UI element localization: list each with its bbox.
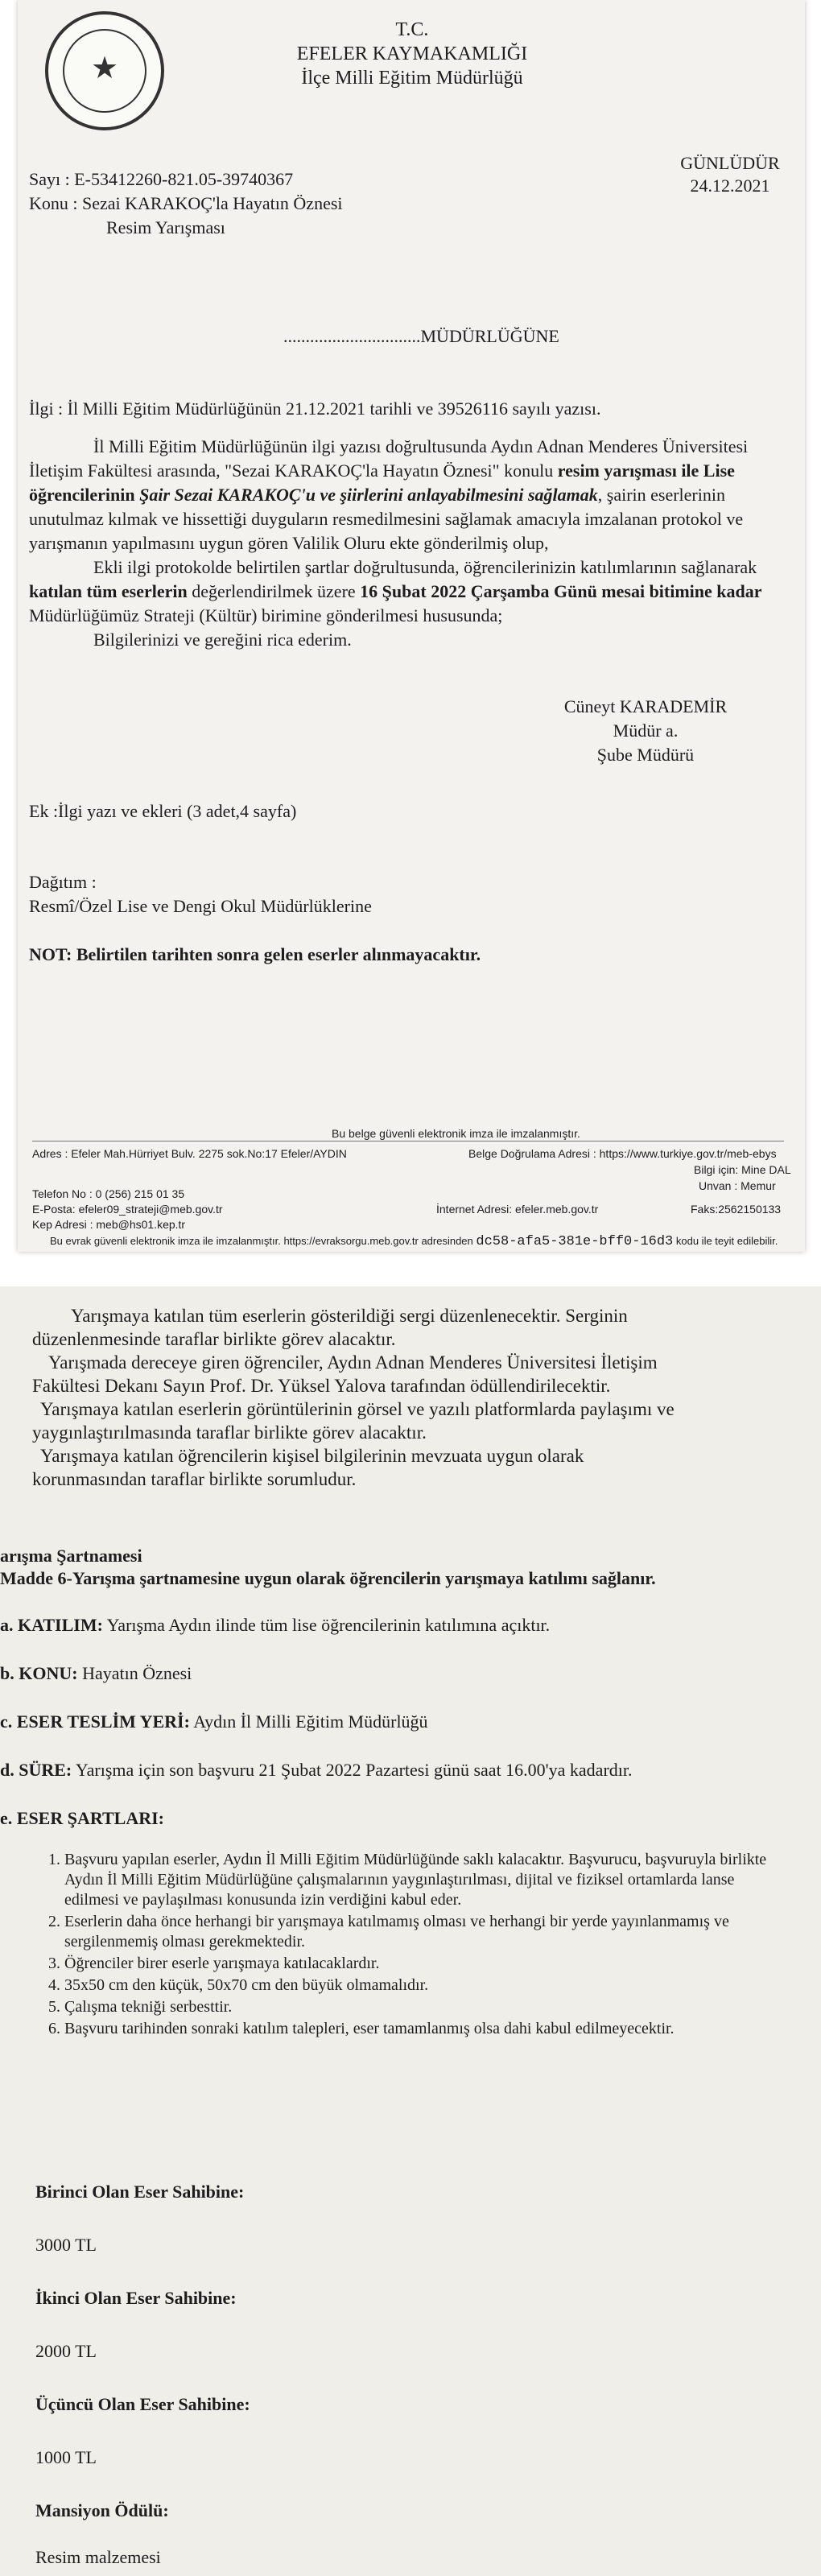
madde-6-line: Madde 6-Yarışma şartnamesine uygun olarak öğrencilerin yarışmaya katılımı sağlanır. — [0, 1568, 656, 1588]
header-tc: T.C. — [395, 19, 429, 40]
clause-label: a. KATILIM: — [0, 1615, 103, 1635]
body-line — [29, 459, 802, 483]
list-item: 4. 35x50 cm den küçük, 50x70 cm den büyük olmamalıdır. — [64, 1975, 773, 1996]
requirements-list — [32, 1850, 773, 2041]
prize-1-label: Birinci Olan Eser Sahibine: — [35, 2182, 245, 2202]
document-date: 24.12.2021 — [690, 175, 770, 196]
specification-page — [0, 1286, 821, 2576]
list-item: 3. Öğrenciler birer eserle yarışmaya katılacaklardır. — [64, 1954, 773, 1974]
prize-3-value: 1000 TL — [35, 2447, 97, 2467]
seal-inner-ring — [63, 29, 146, 113]
body-text: , şairin eserlerinin — [597, 485, 725, 505]
konu-line-2: Resim Yarışması — [106, 217, 225, 237]
prize-3-label: Üçüncü Olan Eser Sahibine: — [35, 2394, 250, 2414]
clause-a — [0, 1615, 550, 1636]
sayi-line: Sayı : E-53412260-821.05-39740367 — [29, 169, 294, 189]
clause-label: c. ESER TESLİM YERİ: — [0, 1711, 190, 1732]
esign-note: Bu belge güvenli elektronik imza ile imzalanmıştır. — [332, 1127, 580, 1140]
clause-value: Yarışma için son başvuru 21 Şubat 2022 Pazartesi günü saat 16.00'ya kadardır. — [72, 1760, 633, 1780]
prize-2-value: 2000 TL — [35, 2341, 97, 2361]
verification-code: dc58-afa5-381e-bff0-16d3 — [476, 1234, 674, 1249]
body-line — [29, 580, 802, 604]
clause-d — [0, 1760, 633, 1781]
intro-block — [32, 1304, 805, 1491]
intro-line: Yarışmada dereceye giren öğrenciler, Aydın Adnan Menderes Üniversitesi İletişim — [48, 1352, 658, 1373]
intro-line: Yarışmaya katılan öğrencilerin kişisel bilgilerinin mevzuata uygun olarak — [40, 1446, 584, 1466]
attachment-line: Ek :İlgi yazı ve ekleri (3 adet,4 sayfa) — [29, 801, 297, 821]
intro-line: Yarışmaya katılan eserlerin görüntülerinin görsel ve yazılı platformlarda paylaşımı ve — [40, 1399, 675, 1419]
body-line — [29, 483, 802, 507]
clause-label: d. SÜRE: — [0, 1760, 72, 1780]
body-line: Müdürlüğümüz Strateji (Kültür) birimine gönderilmesi hususunda; — [29, 605, 503, 625]
closing-line: Bilgilerinizi ve gereğini rica ederim. — [93, 630, 352, 650]
urgency-label: GÜNLÜDÜR — [680, 153, 780, 173]
prize-1-value: 3000 TL — [35, 2235, 97, 2255]
body-bold-text: öğrencilerinin — [29, 485, 140, 505]
clause-value: Hayatın Öznesi — [77, 1663, 192, 1683]
ministry-seal-logo — [45, 11, 164, 130]
intro-line: korunmasından taraflar birlikte sorumludur. — [32, 1469, 357, 1489]
body-italic-text: Şair Sezai KARAKOÇ'u ve şiirlerini anlayabilmesini sağlamak — [139, 485, 598, 505]
body-line: İl Milli Eğitim Müdürlüğünün ilgi yazısı doğrultusunda Aydın Adnan Menderes Üniversitesi — [93, 436, 749, 456]
section-title: arışma Şartnamesi — [0, 1546, 142, 1566]
note-line: NOT: Belirtilen tarihten sonra gelen eserler alınmayacaktır. — [29, 944, 481, 964]
intro-line: düzenlenmesinde taraflar birlikte görev alacaktır. — [32, 1329, 396, 1349]
footer-verify: Belge Doğrulama Adresi : https://www.turkiye.gov.tr/meb-ebys — [468, 1147, 777, 1160]
verification-text: Bu evrak güvenli elektronik imza ile imzalanmıştır. https://evraksorgu.meb.gov.tr adresinden — [50, 1235, 473, 1247]
clause-c — [0, 1711, 428, 1732]
footer-verification-line — [50, 1234, 778, 1249]
body-paragraph-1 — [29, 435, 802, 652]
clause-value: Aydın İl Milli Eğitim Müdürlüğü — [189, 1711, 428, 1732]
intro-line: yaygınlaştırılmasında taraflar birlikte görev alacaktır. — [32, 1422, 427, 1443]
clause-b — [0, 1663, 192, 1684]
footer-fax: Faks:2562150133 — [691, 1203, 782, 1216]
footer-address: Adres : Efeler Mah.Hürriyet Bulv. 2275 sok.No:17 Efeler/AYDIN — [32, 1147, 347, 1160]
header-directorate: İlçe Milli Eğitim Müdürlüğü — [301, 68, 523, 89]
list-item: 5. Çalışma tekniği serbesttir. — [64, 1997, 773, 2017]
body-bold-text: resim yarışması ile Lise — [557, 460, 735, 481]
footer-unvan: Unvan : Memur — [699, 1179, 776, 1192]
footer-kep: Kep Adresi : meb@hs01.kep.tr — [32, 1218, 186, 1231]
body-line: yarışmanın yapılmasını uygun gören Valilik Oluru ekte gönderilmiş olup, — [29, 533, 549, 553]
body-text: değerlendirilmek üzere — [192, 581, 361, 601]
list-item: 6. Başvuru tarihinden sonraki katılım talepleri, eser tamamlanmış olsa dahi kabul edilmeyecektir. — [64, 2019, 773, 2039]
prize-2-label: İkinci Olan Eser Sahibine: — [35, 2288, 237, 2308]
konu-line: Konu : Sezai KARAKOÇ'la Hayatın Öznesi — [29, 193, 343, 213]
footer-web: İnternet Adresi: efeler.meb.gov.tr — [436, 1203, 599, 1216]
footer-email: E-Posta: efeler09_strateji@meb.gov.tr — [32, 1203, 223, 1216]
seal-star-icon: ★ — [90, 52, 119, 85]
recipient-line: ...............................MÜDÜRLÜĞÜNE — [283, 326, 559, 346]
distribution-value: Resmî/Özel Lise ve Dengi Okul Müdürlüklerine — [29, 896, 372, 916]
prize-4-label: Mansiyon Ödülü: — [35, 2500, 169, 2520]
signer-title: Müdür a. — [613, 720, 679, 741]
prize-4-value: Resim malzemesi — [35, 2547, 161, 2567]
list-item: 2. Eserlerin daha önce herhangi bir yarışmaya katılmamış olması ve herhangi bir yerde yayınlanmamış ve sergilenmemiş olması gerekmektedir. — [64, 1912, 773, 1952]
footer-phone: Telefon No : 0 (256) 215 01 35 — [32, 1187, 185, 1200]
deadline-text: 16 Şubat 2022 Çarşamba Günü mesai bitimine kadar — [360, 581, 762, 601]
clause-e-label: e. ESER ŞARTLARI: — [0, 1808, 164, 1828]
list-item: 1. Başvuru yapılan eserler, Aydın İl Milli Eğitim Müdürlüğünde saklı kalacaktır. Başvurucu, başvuruyla birlikte Aydın İl Milli Eğitim Müdürlüğüne çalışmalarının yaygınlaştırılması, dijital ve fiziksel ortamlarda lanse edilmesi ve paylaşılması konusunda izin verdiğini kabul eder. — [64, 1850, 773, 1910]
signer-title-2: Şube Müdürü — [596, 745, 695, 765]
signer-name: Cüneyt KARADEMİR — [563, 696, 728, 716]
intro-line: Yarışmaya katılan tüm eserlerin gösterildiği sergi düzenlenecektir. Serginin — [71, 1306, 628, 1326]
body-line: unutulmaz kılmak ve hissettiği duyguların resmedilmesini sağlamak amacıyla imzalanan protokol ve — [29, 509, 744, 529]
official-letter-page — [18, 0, 805, 1252]
body-bold-text: katılan tüm eserlerin — [29, 581, 192, 601]
distribution-label: Dağıtım : — [29, 872, 97, 892]
header-authority: EFELER KAYMAKAMLIĞI — [296, 43, 528, 64]
ilgi-line: İlgi : İl Milli Eğitim Müdürlüğünün 21.12.2021 tarihli ve 39526116 sayılı yazısı. — [29, 398, 601, 419]
intro-line: Fakültesi Dekanı Sayın Prof. Dr. Yüksel Yalova tarafından ödüllendirilecektir. — [32, 1376, 611, 1396]
clause-value: Yarışma Aydın ilinde tüm lise öğrencilerinin katılımına açıktır. — [102, 1615, 551, 1635]
verification-text-end: kodu ile teyit edilebilir. — [675, 1235, 778, 1247]
footer-info: Bilgi için: Mine DAL — [694, 1163, 791, 1176]
body-text: İletişim Fakültesi arasında, "Sezai KARAKOÇ'la Hayatın Öznesi" konulu — [29, 460, 558, 481]
clause-label: b. KONU: — [0, 1663, 78, 1683]
body-line: Ekli ilgi protokolde belirtilen şartlar doğrultusunda, öğrencilerinizin katılımlarının sağlanarak — [93, 557, 757, 577]
